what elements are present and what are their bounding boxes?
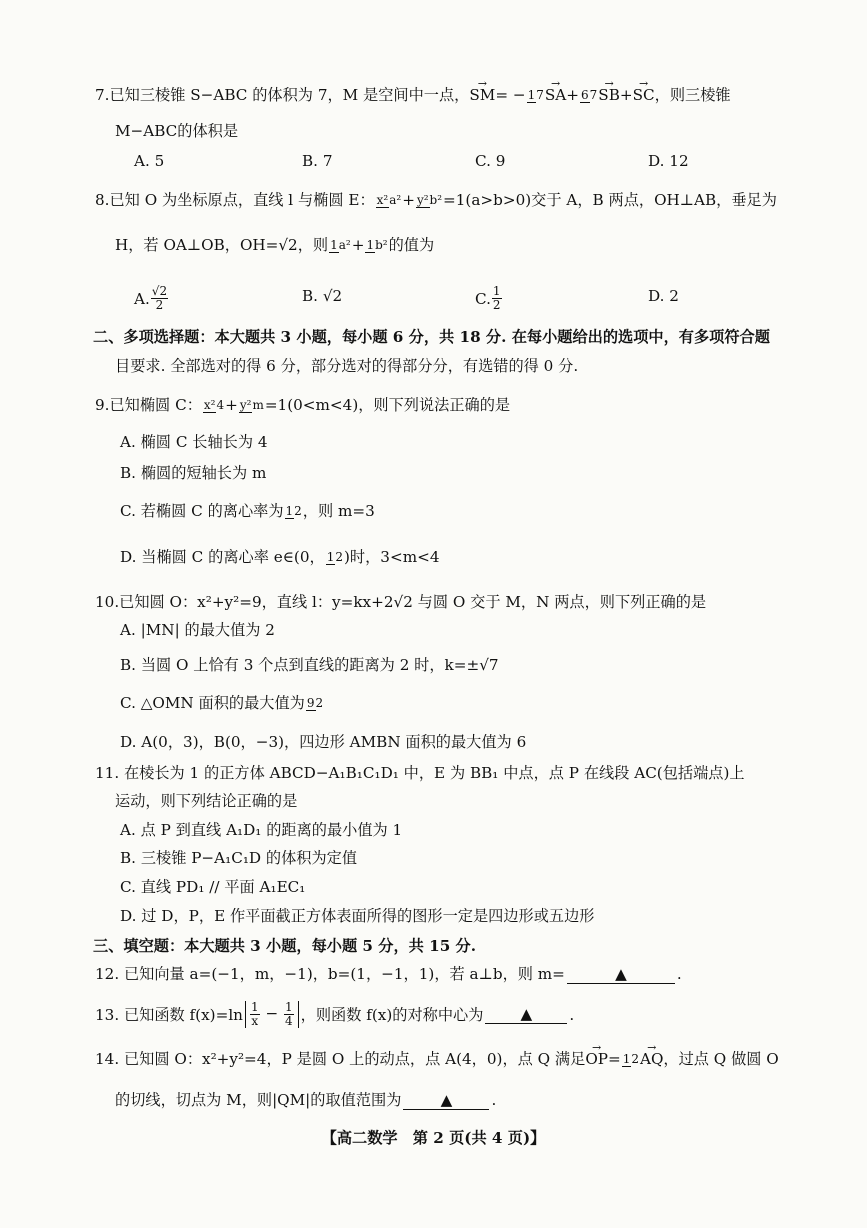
page-footer: 【高二数学 第 2 页(共 4 页)】 [321,1129,546,1147]
q7-stem: 7.已知三棱锥 S−ABC 的体积为 7，M 是空间中一点， → SM = − 17 → SA + 67 → SB + → SC ，则三棱锥 [95,84,731,106]
absolute-value: $\frac{1}{x}$ − $\frac{1}{4}$ [245,1001,299,1028]
q9-option-a: A. 椭圆 C 长轴长为 4 [120,433,268,451]
q8-stem-line2: H，若 OA⊥OB，OH=√2，则 1a² + 1b² 的值为 [115,236,435,254]
q9-option-c: C. 若椭圆 C 的离心率为 12 ，则 m=3 [120,502,375,520]
q11-option-d: D. 过 D，P，E 作平面截正方体表面所得的图形一定是四边形或五边形 [120,907,595,925]
fraction-y2-b2: y²b² [416,192,443,207]
fraction-x2-4: x²4 [203,397,225,412]
q10-option-c: C. △OMN 面积的最大值为 92 [120,694,324,712]
q14-answer-blank[interactable]: ▲ [403,1091,489,1110]
q8-stem: 8.已知 O 为坐标原点，直线 l 与椭圆 E： x²a² + y²b² =1(a>b>0)交于 A，B 两点，OH⊥AB，垂足为 [95,191,777,209]
fraction-1-b2: 1b² [366,237,388,252]
fraction-6-7: 67 [581,87,598,102]
q8-option-a: A. √2 2 [134,284,168,312]
q10-option-b: B. 当圆 O 上恰有 3 个点到直线的距离为 2 时，k=±√7 [120,656,499,674]
vector-op: → OP [585,1048,608,1070]
q7-option-a: A. 5 [134,152,165,170]
q12-answer-blank[interactable]: ▲ [567,965,675,984]
q11-stem-line2: 运动，则下列结论正确的是 [115,792,298,810]
q9-option-d: D. 当椭圆 C 的离心率 e∈(0， 12 )时，3<m<4 [120,548,440,566]
q14-stem-line2: 的切线，切点为 M，则|QM|的取值范围为 ▲ . [115,1090,497,1109]
vector-aq: → AQ [640,1048,663,1070]
vector-sc: → SC [633,84,655,106]
fraction-1-a2: 1a² [330,237,351,252]
q14-stem: 14. 已知圆 O：x²+y²=4，P 是圆 O 上的动点，点 A(4，0)，点 Q 满足 → OP = 12 → AQ ，过点 Q 做圆 O [95,1048,779,1070]
q7-option-c: C. 9 [475,152,506,170]
q13-stem: 13. 已知函数 f(x)=ln $\frac{1}{x}$ − $\frac{1}{4}$ ，则函数 f(x)的对称中心为 ▲ . [95,1000,575,1028]
q7-option-d: D. 12 [648,152,689,170]
section-2-heading: 二、多项选择题：本大题共 3 小题，每小题 6 分，共 18 分. 在每小题给出的选项中，有多项符合题 [93,328,770,346]
q10-stem: 10.已知圆 O：x²+y²=9，直线 l：y=kx+2√2 与圆 O 交于 M，N 两点，则下列正确的是 [95,593,707,611]
q7-stem-line2: M−ABC的体积是 [115,122,239,140]
q7-option-b: B. 7 [302,152,333,170]
q8-option-b: B. √2 [302,287,343,305]
q11-stem: 11. 在棱长为 1 的正方体 ABCD−A₁B₁C₁D₁ 中，E 为 BB₁ 中点，点 P 在线段 AC(包括端点)上 [95,764,745,782]
q11-option-b: B. 三棱锥 P−A₁C₁D 的体积为定值 [120,849,358,867]
q11-option-c: C. 直线 PD₁ // 平面 A₁EC₁ [120,878,306,896]
q9-stem: 9.已知椭圆 C： x²4 + y²m =1(0<m<4)，则下列说法正确的是 [95,396,511,414]
q11-option-a: A. 点 P 到直线 A₁D₁ 的距离的最小值为 1 [120,821,403,839]
q13-answer-blank[interactable]: ▲ [485,1005,567,1024]
vector-sa: → SA [545,84,566,106]
fraction-1-7: 17 [527,87,544,102]
q10-option-d: D. A(0，3)，B(0，−3)，四边形 AMBN 面积的最大值为 6 [120,733,527,751]
q10-option-a: A. |MN| 的最大值为 2 [120,621,275,639]
fraction-y2-m: y²m [239,397,264,412]
vector-sb: → SB [598,84,620,106]
section-2-heading-line2: 目要求. 全部选对的得 6 分，部分选对的得部分分，有选错的得 0 分. [115,357,579,375]
q9-option-b: B. 椭圆的短轴长为 m [120,464,267,482]
q8-option-c: C. 1 2 [475,284,501,312]
q12-stem: 12. 已知向量 a=(−1，m，−1)，b=(1，−1，1)，若 a⊥b，则 m= ▲ . [95,964,682,983]
q8-option-d: D. 2 [648,287,679,305]
section-3-heading: 三、填空题：本大题共 3 小题，每小题 5 分，共 15 分. [93,937,477,955]
fraction-x2-a2: x²a² [376,192,402,207]
vector-sm: → SM [469,84,495,106]
